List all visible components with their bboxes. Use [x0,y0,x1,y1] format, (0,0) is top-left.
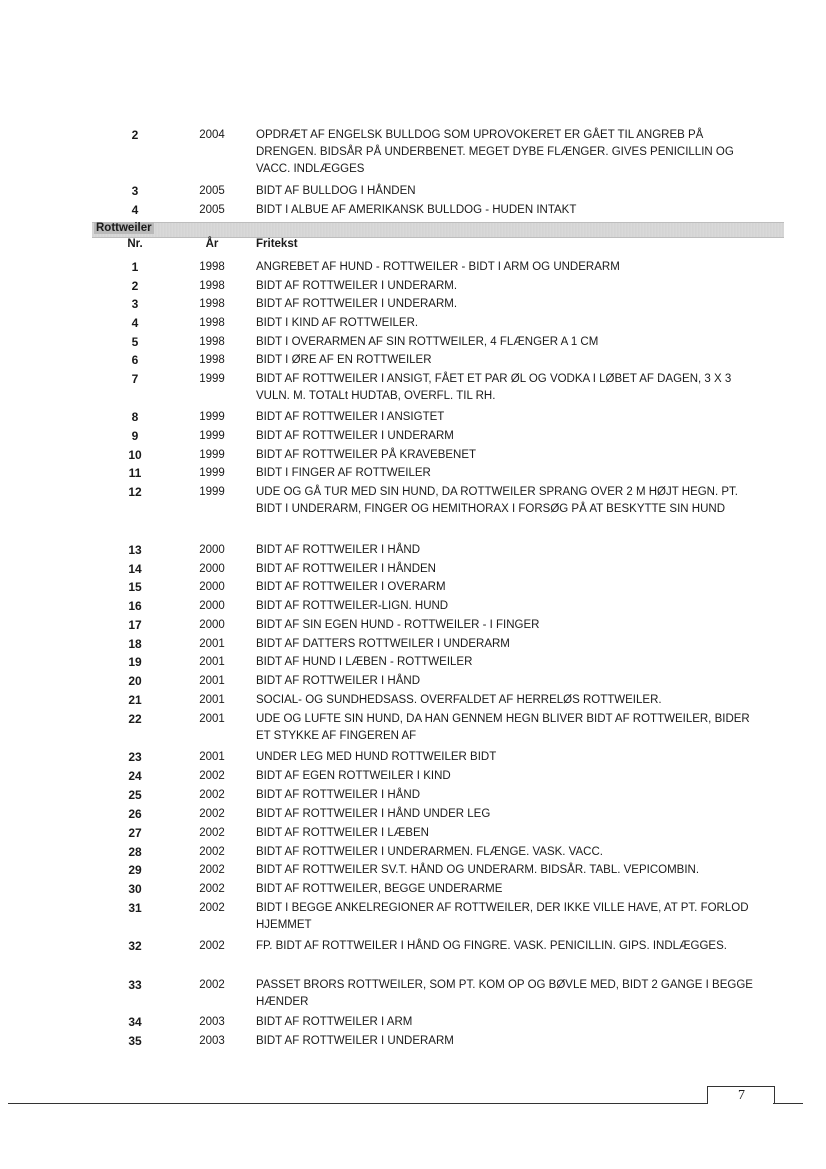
row-text: BIDT I BEGGE ANKELREGIONER AF ROTTWEILER, DER IKKE VILLE HAVE, AT PT. FORLOD HJEMMET [256,902,749,931]
row-year: 2002 [199,827,225,839]
row-text: BIDT AF HUND I LÆBEN - ROTTWEILER [256,656,473,668]
row-text: BIDT AF ROTTWEILER I UNDERARMEN. FLÆNGE. VASK. VACC. [256,846,603,858]
row-year: 1998 [199,280,225,292]
row-text: BIDT AF ROTTWEILER I HÅNDEN [256,563,436,575]
row-text: BIDT AF ROTTWEILER I HÅND UNDER LEG [256,808,491,820]
row-year: 1999 [199,373,225,385]
row-number: 1 [131,260,139,274]
row-number: 12 [128,485,142,499]
row-year: 2002 [199,902,225,914]
row-number: 6 [131,353,139,367]
row-year: 2003 [199,1016,225,1028]
row-text: BIDT I OVERARMEN AF SIN ROTTWEILER, 4 FLÆNGER A 1 CM [256,336,599,348]
row-year: 1999 [199,486,225,498]
footer-rule-right [773,1103,803,1104]
row-number: 33 [128,978,142,992]
row-text: BIDT AF BULLDOG I HÅNDEN [256,185,416,197]
row-year: 2003 [199,1035,225,1047]
row-number: 24 [128,769,142,783]
row-year: 2002 [199,846,225,858]
row-text: BIDT I KIND AF ROTTWEILER. [256,317,419,329]
row-text: BIDT AF ROTTWEILER PÅ KRAVEBENET [256,449,477,461]
footer-rule [8,1103,708,1104]
row-text: BIDT I FINGER AF ROTTWEILER [256,467,431,479]
column-header-text: Fritekst [256,238,298,250]
row-text: BIDT AF ROTTWEILER-LIGN. HUND [256,600,449,612]
row-text: UNDER LEG MED HUND ROTTWEILER BIDT [256,751,497,763]
row-year: 1999 [199,411,225,423]
row-number: 31 [128,901,142,915]
row-year: 2001 [199,694,225,706]
row-year: 2001 [199,713,225,725]
row-number: 9 [131,429,139,443]
row-text: BIDT AF SIN EGEN HUND - ROTTWEILER - I FINGER [256,619,540,631]
row-text: PASSET BRORS ROTTWEILER, SOM PT. KOM OP OG BØVLE MED, BIDT 2 GANGE I BEGGE HÆNDER [256,979,753,1008]
row-number: 20 [128,674,142,688]
row-number: 18 [128,637,142,651]
row-text: BIDT AF ROTTWEILER, BEGGE UNDERARME [256,883,503,895]
row-year: 1999 [199,449,225,461]
row-year: 2002 [199,808,225,820]
row-number: 22 [128,712,142,726]
row-number: 28 [128,845,142,859]
row-text: BIDT AF ROTTWEILER I UNDERARM [256,430,454,442]
row-year: 2001 [199,656,225,668]
row-year: 2000 [199,600,225,612]
row-text: BIDT AF ROTTWEILER I UNDERARM. [256,298,458,310]
row-year: 2001 [199,751,225,763]
section-header [92,222,784,238]
row-number: 30 [128,882,142,896]
row-number: 7 [131,372,139,386]
row-number: 19 [128,655,142,669]
row-text: BIDT AF DATTERS ROTTWEILER I UNDERARM [256,638,510,650]
row-text: BIDT AF ROTTWEILER I ARM [256,1016,413,1028]
row-text: BIDT I ALBUE AF AMERIKANSK BULLDOG - HUDEN INTAKT [256,204,577,216]
row-number: 11 [128,466,142,480]
row-text: FP. BIDT AF ROTTWEILER I HÅND OG FINGRE. VASK. PENICILLIN. GIPS. INDLÆGGES. [256,940,727,952]
row-text: BIDT AF ROTTWEILER I OVERARM [256,581,446,593]
row-year: 2002 [199,770,225,782]
column-header-year: År [205,238,219,250]
row-year: 2001 [199,675,225,687]
row-year: 1998 [199,298,225,310]
row-year: 2004 [199,129,225,141]
row-number: 3 [131,297,139,311]
row-number: 13 [128,543,142,557]
row-text: BIDT AF ROTTWEILER I ANSIGTET [256,411,445,423]
row-text: BIDT AF ROTTWEILER I ANSIGT, FÅET ET PAR ØL OG VODKA I LØBET AF DAGEN, 3 X 3 VULN. M. TOTALt HUDTAB, OVERFL. TIL RH. [256,373,732,402]
row-year: 2000 [199,544,225,556]
row-number: 25 [128,788,142,802]
row-text: BIDT AF EGEN ROTTWEILER I KIND [256,770,451,782]
row-number: 4 [131,316,139,330]
row-year: 1998 [199,354,225,366]
row-year: 2002 [199,940,225,952]
row-text: BIDT AF ROTTWEILER SV.T. HÅND OG UNDERARM. BIDSÅR. TABL. VEPICOMBIN. [256,864,700,876]
row-text: BIDT AF ROTTWEILER I HÅND [256,544,420,556]
row-text: UDE OG GÅ TUR MED SIN HUND, DA ROTTWEILER SPRANG OVER 2 M HØJT HEGN. PT. BIDT I UNDERARM, FINGER OG HEMITHORAX I FORSØG PÅ AT BESKYTTE SIN HUND [256,486,738,515]
row-number: 16 [128,599,142,613]
row-text: BIDT AF ROTTWEILER I HÅND [256,789,420,801]
row-year: 2001 [199,638,225,650]
row-number: 4 [131,203,139,217]
row-year: 2002 [199,789,225,801]
row-year: 2000 [199,619,225,631]
row-text: BIDT I ØRE AF EN ROTTWEILER [256,354,432,366]
row-year: 2002 [199,864,225,876]
row-year: 1999 [199,430,225,442]
row-year: 1998 [199,317,225,329]
row-text: SOCIAL- OG SUNDHEDSASS. OVERFALDET AF HERRELØS ROTTWEILER. [256,694,662,706]
row-text: UDE OG LUFTE SIN HUND, DA HAN GENNEM HEGN BLIVER BIDT AF ROTTWEILER, BIDER ET STYKKE AF FINGEREN AF [256,713,750,742]
section-title: Rottweiler [96,222,152,234]
row-year: 1999 [199,467,225,479]
row-text: BIDT AF ROTTWEILER I UNDERARM. [256,280,458,292]
row-text: BIDT AF ROTTWEILER I HÅND [256,675,420,687]
column-header-nr: Nr. [127,238,143,250]
row-year: 2002 [199,979,225,991]
row-year: 2000 [199,563,225,575]
row-number: 35 [128,1034,142,1048]
row-number: 17 [128,618,142,632]
row-year: 1998 [199,261,225,273]
row-number: 15 [128,580,142,594]
row-text: BIDT AF ROTTWEILER I UNDERARM [256,1035,454,1047]
row-number: 23 [128,750,142,764]
row-text: BIDT AF ROTTWEILER I LÆBEN [256,827,429,839]
row-year: 2002 [199,883,225,895]
row-year: 1998 [199,336,225,348]
row-number: 5 [131,335,139,349]
row-number: 26 [128,807,142,821]
row-number: 29 [128,863,142,877]
row-number: 27 [128,826,142,840]
row-number: 32 [128,939,142,953]
row-text: OPDRÆT AF ENGELSK BULLDOG SOM UPROVOKERET ER GÅET TIL ANGREB PÅ DRENGEN. BIDSÅR PÅ UNDERBENET. MEGET DYBE FLÆNGER. GIVES PENICILLIN OG VACC. INDLÆGGES [256,129,734,175]
row-number: 21 [128,693,142,707]
row-number: 8 [131,410,139,424]
row-year: 2005 [199,204,225,216]
page-number-box [707,1086,775,1104]
row-number: 14 [128,562,142,576]
row-number: 10 [128,448,142,462]
row-year: 2000 [199,581,225,593]
row-number: 3 [131,184,139,198]
row-number: 2 [131,128,139,142]
row-number: 34 [128,1015,142,1029]
row-year: 2005 [199,185,225,197]
row-text: ANGREBET AF HUND - ROTTWEILER - BIDT I ARM OG UNDERARM [256,261,620,273]
page-number: 7 [738,1088,745,1103]
row-number: 2 [131,279,139,293]
